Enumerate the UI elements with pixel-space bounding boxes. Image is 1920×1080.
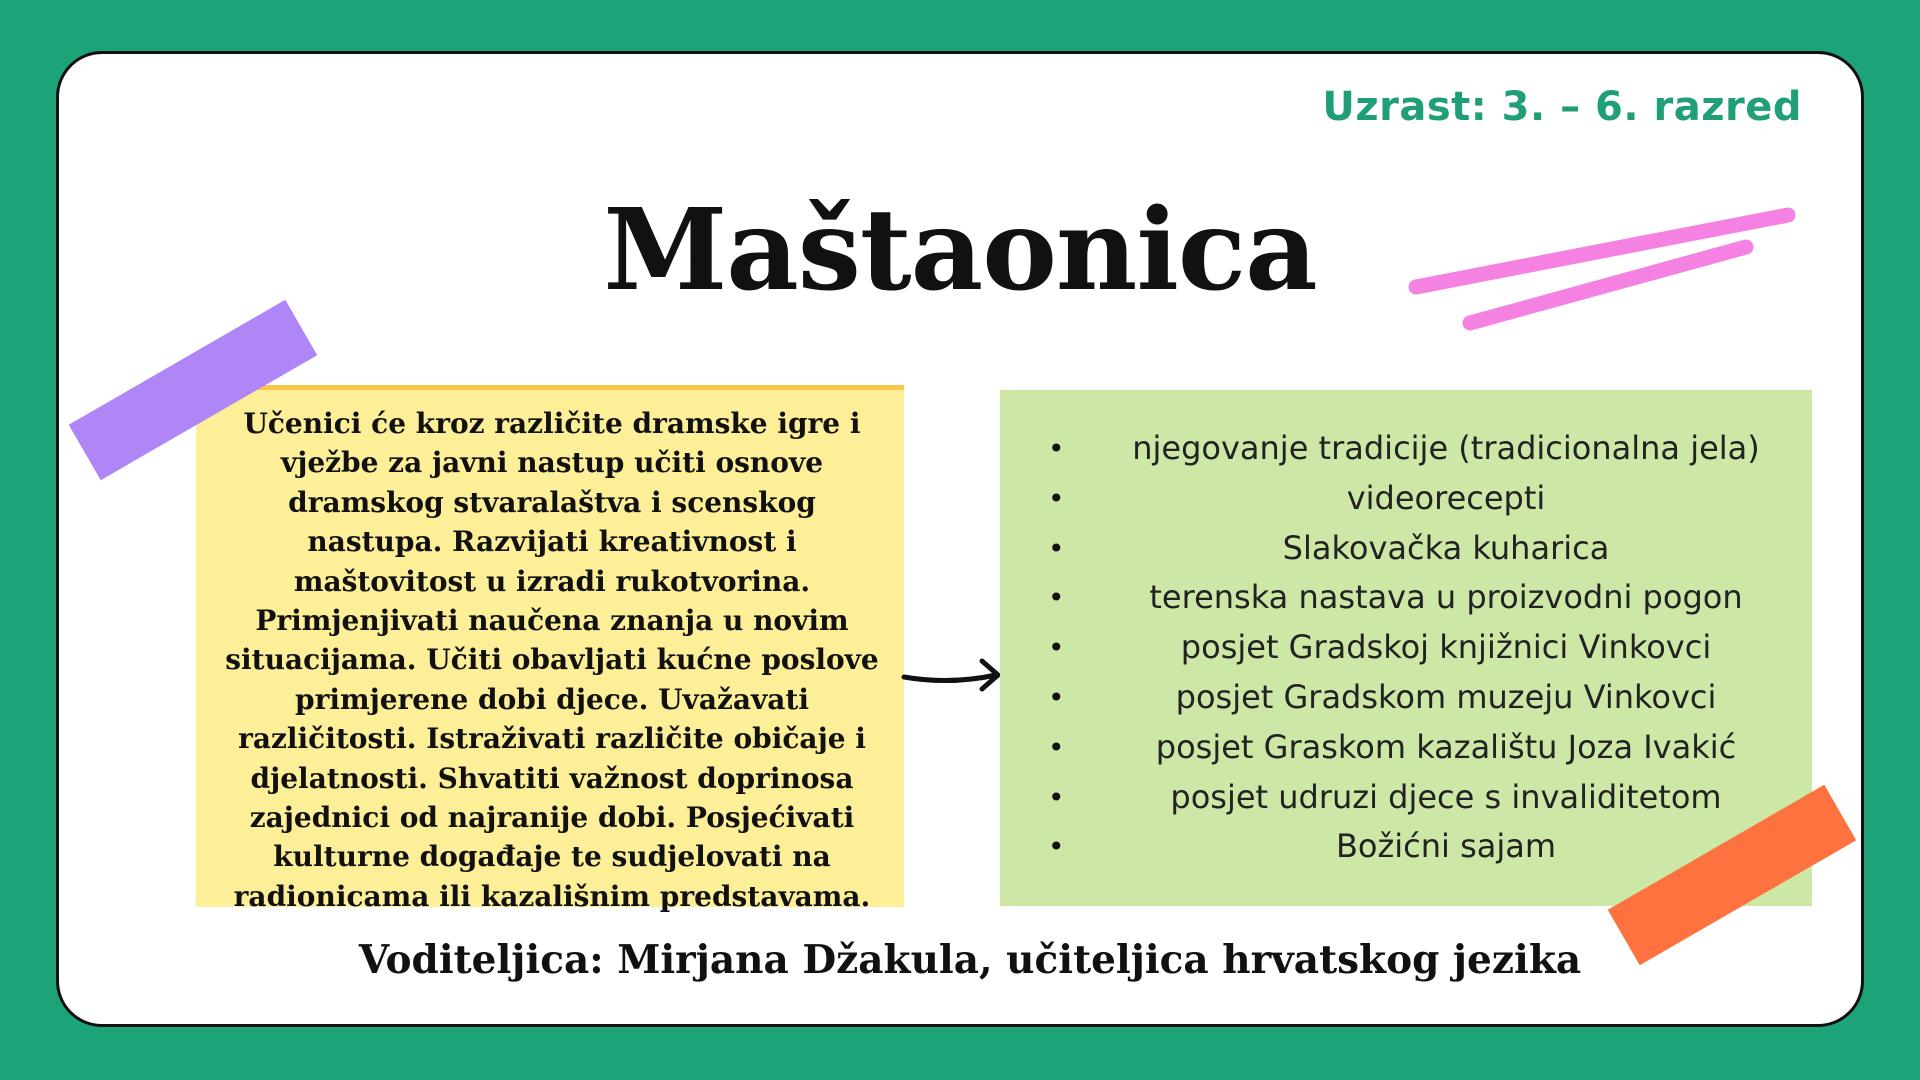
bullet-icon: • xyxy=(1048,531,1065,565)
bullet-icon: • xyxy=(1048,780,1065,814)
poster-title-text: Maštaonica xyxy=(603,185,1317,316)
list-item: • videorecepti xyxy=(1036,474,1796,524)
list-item: • njegovanje tradicije (tradicionalna jela) xyxy=(1036,424,1796,474)
list-item: • posjet Graskom kazalištu Joza Ivakić xyxy=(1036,723,1796,773)
list-item: • posjet udruzi djece s invaliditetom xyxy=(1036,773,1796,823)
bullet-icon: • xyxy=(1048,581,1065,615)
bullet-icon: • xyxy=(1048,830,1065,864)
arrow-icon xyxy=(900,655,1005,695)
list-item: • Božićni sajam xyxy=(1036,822,1796,872)
list-item: • terenska nastava u proizvodni pogon xyxy=(1036,573,1796,623)
description-text: Učenici će kroz različite dramske igre i vježbe za javni nastup učiti osnove dramskog stvaralaštva i scenskog nastupa. Razvijati kreativnost i maštovitost u izradi rukotvorina. Primjenjivati naučena znanja u novim situacijama. Učiti obavljati kućne poslove primjerene dobi djece. Uvažavati različitosti. Istraživati različite običaje i djelatnosti. Shvatiti važnost doprinosa zajednici od najranije dobi. Posjećivati kulturne događaje te sudjelovati na radionicama ili kazališnim predstavama. xyxy=(225,407,879,913)
age-label: Uzrast: 3. – 6. razred xyxy=(1322,84,1802,130)
bullet-icon: • xyxy=(1048,730,1065,764)
bullet-icon: • xyxy=(1048,481,1065,515)
bullet-icon: • xyxy=(1048,631,1065,665)
list-item: • posjet Gradskoj knjižnici Vinkovci xyxy=(1036,623,1796,673)
bullet-icon: • xyxy=(1048,432,1065,465)
footer-leader: Voditeljica: Mirjana Džakula, učiteljica hrvatskog jezika xyxy=(358,937,1582,983)
pink-strokes-decoration xyxy=(1400,195,1800,335)
activities-list xyxy=(1036,424,1796,872)
list-item: • posjet Gradskom muzeju Vinkovci xyxy=(1036,673,1796,723)
bullet-icon: • xyxy=(1048,680,1065,714)
list-item: • Slakovačka kuharica xyxy=(1036,524,1796,574)
